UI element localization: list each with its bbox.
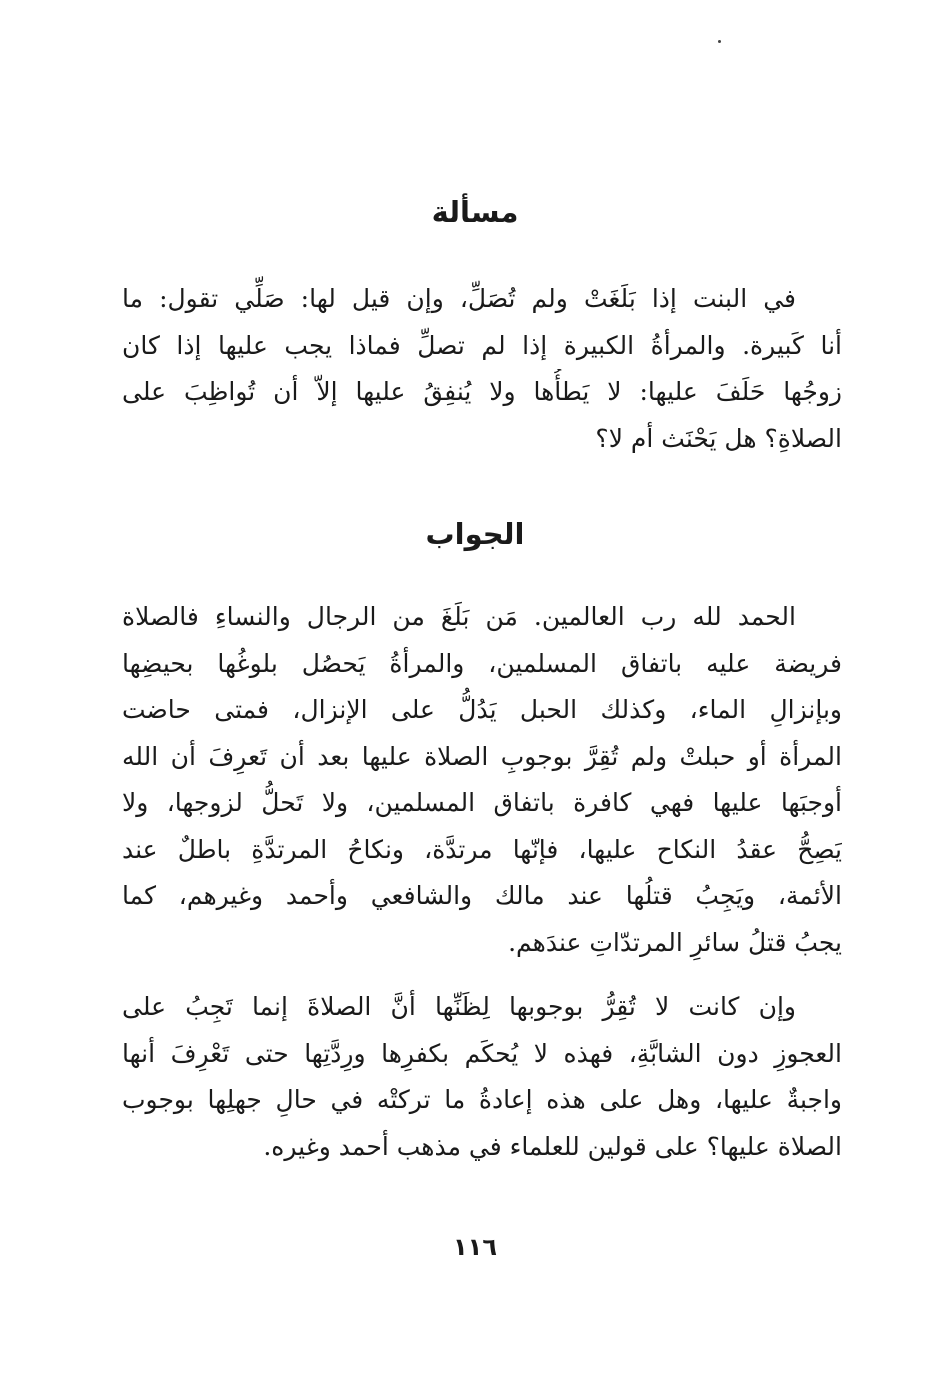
question-line: زوجُها حَلَفَ عليها: لا يَطأُها ولا يُنفِقُ عليها إلاّ أن تُواظِبَ على: [122, 377, 842, 406]
question-heading: مسألة: [431, 195, 519, 229]
answer-line: أوجبَها عليها فهي كافرة باتفاق المسلمين، ولا تَحلُّ لزوجها، ولا: [122, 788, 842, 817]
question-line: في البنت إذا بَلَغَتْ ولم تُصَلِّ، وإن قيل لها: صَلِّي تقول: ما: [122, 284, 796, 313]
answer-line: يَصِحُّ عقدُ النكاح عليها، فإنّها مرتدَّة، ونكاحُ المرتدَّةِ باطلٌ عند: [122, 834, 842, 864]
answer-paragraph-1: [122, 594, 842, 966]
ink-speck: [718, 40, 721, 43]
answer-line: المرأة أو حبلتْ ولم تُقِرَّ بوجوبِ الصلاة عليها بعد أن تَعرِفَ أن الله: [122, 741, 842, 771]
answer-line: الصلاة عليها؟ على قولين للعلماء في مذهب أحمد وغيره.: [263, 1131, 842, 1161]
question-paragraph: [122, 276, 842, 462]
answer-line: فريضة عليه باتفاق المسلمين، والمرأةُ يَحصُل بلوغُها بحيضِها: [122, 648, 842, 678]
question-line: أنا كَبيرة. والمرأةُ الكبيرة إذا لم تصلِّ فماذا يجب عليها إذا كان: [122, 330, 842, 360]
answer-line: يجبُ قتلُ سائرِ المرتدّاتِ عندَهم.: [508, 927, 842, 957]
answer-heading: الجواب: [425, 517, 525, 551]
answer-line: العجوزِ دون الشابَّةِ، فهذه لا يُحكَم بكفرِها ورِدَّتِها حتى تَعْرِفَ أنها: [122, 1038, 842, 1068]
question-line: الصلاةِ؟ هل يَحْنَث أم لا؟: [595, 423, 842, 453]
answer-line: وإن كانت لا تُقِرُّ بوجوبها لِظَنِّها أنَّ الصلاةَ إنما تَجِبُ على: [122, 992, 796, 1021]
page-number: ١١٦: [453, 1233, 497, 1261]
answer-line: واجبةٌ عليها، وهل على هذه إعادةُ ما تركتْه في حالِ جهلِها بوجوب: [122, 1085, 842, 1114]
answer-line: الأئمة، ويَجِبُ قتلُها عند مالك والشافعي وأحمد وغيرهم، كما: [122, 881, 842, 910]
answer-line: وبإنزالِ الماء، وكذلك الحبل يَدُلُّ على الإنزال، فمتى حاضت: [122, 695, 842, 724]
answer-line: الحمد لله رب العالمين. مَن بَلَغَ من الرجال والنساءِ فالصلاة: [122, 602, 796, 631]
answer-paragraph-2: [122, 984, 842, 1170]
